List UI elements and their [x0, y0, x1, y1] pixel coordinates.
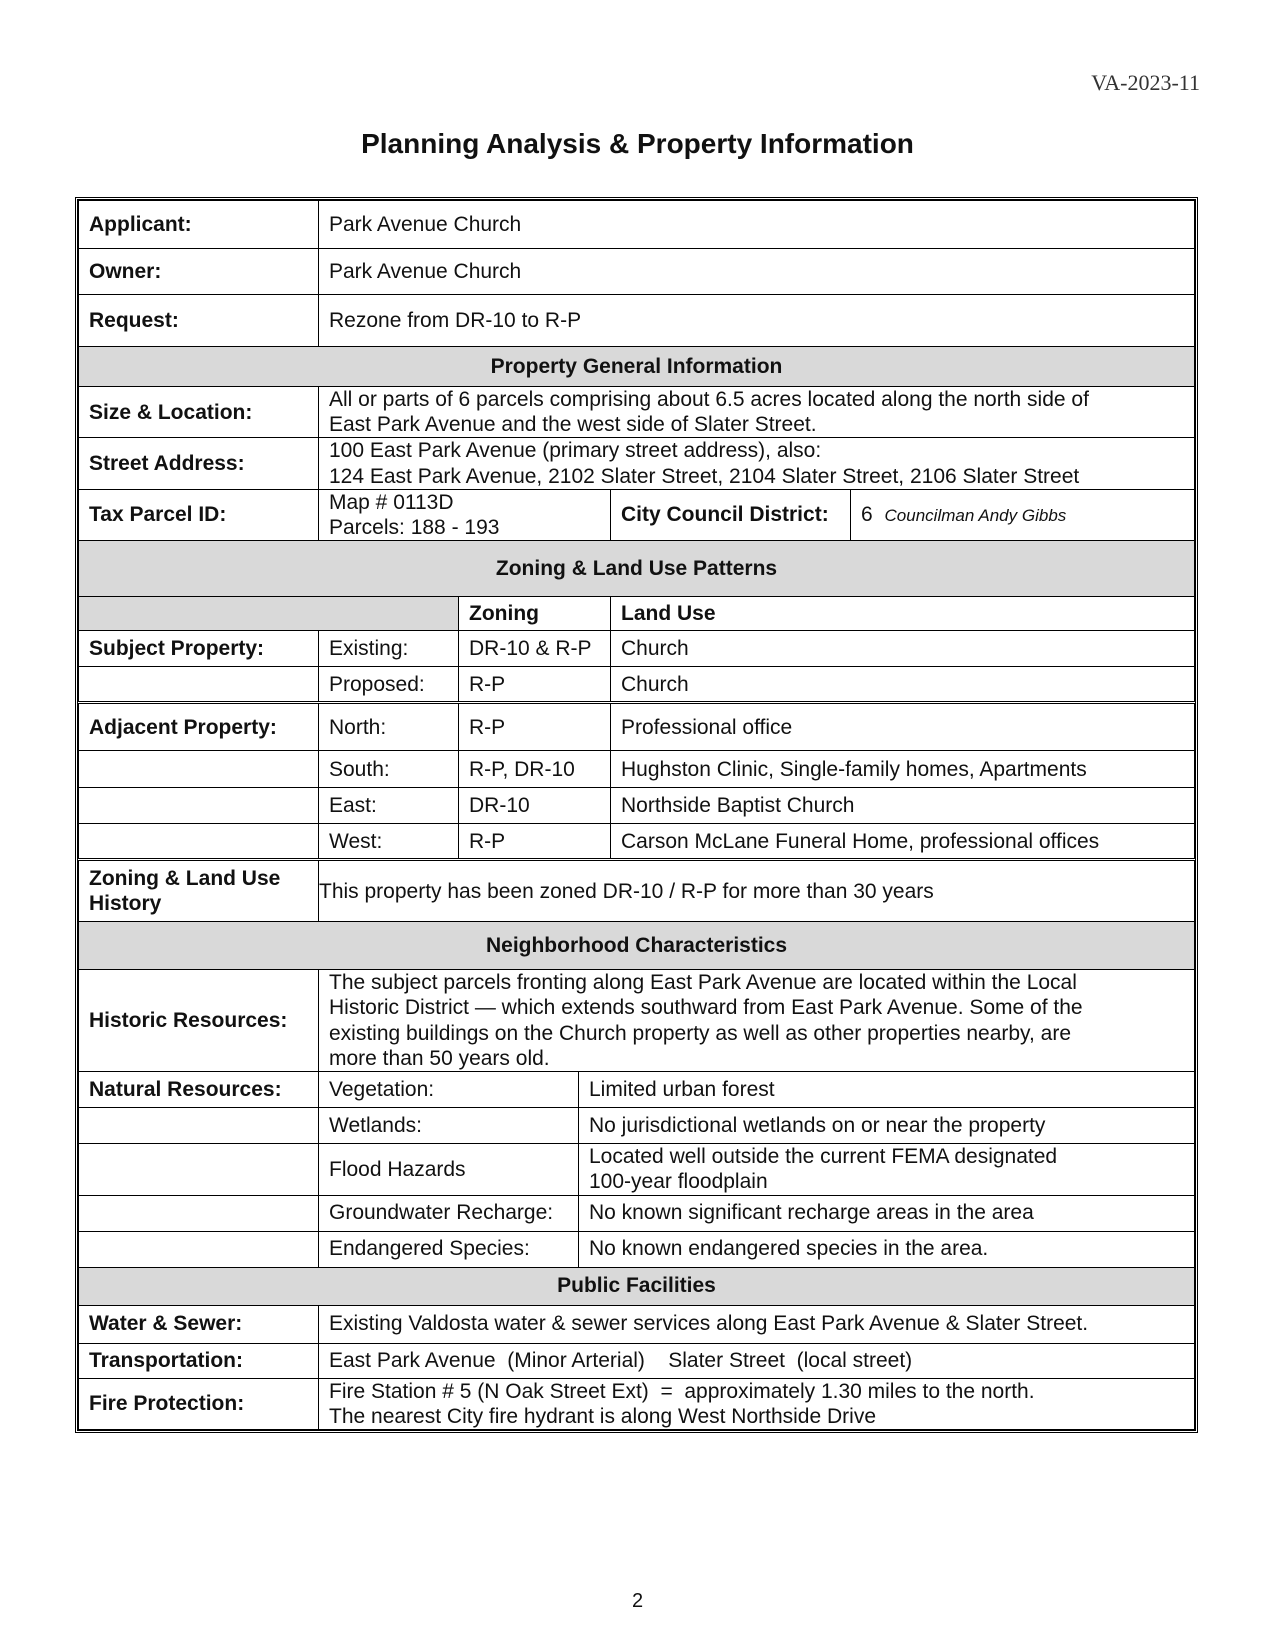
council-district-label: City Council District:	[611, 489, 851, 540]
size-location-line: East Park Avenue and the west side of Slater Street.	[329, 413, 817, 437]
section-public-facilities	[79, 1267, 1195, 1305]
land-use-cell: Church	[611, 631, 1195, 667]
size-location-line: All or parts of 6 parcels comprising about 6.5 acres located along the north side of	[329, 388, 1089, 411]
natural-value-cell	[579, 1144, 1195, 1195]
flood-line: 100-year floodplain	[589, 1170, 768, 1194]
table-row	[79, 631, 1195, 667]
request-value: Rezone from DR-10 to R-P	[319, 295, 1195, 347]
historic-line: existing buildings on the Church property as well as other properties nearby, are	[329, 1021, 1072, 1045]
page-title: Planning Analysis & Property Information	[361, 128, 914, 159]
direction-cell: West:	[319, 824, 459, 860]
blank-label-cell	[79, 1195, 319, 1231]
size-location-row	[79, 387, 1195, 438]
section-property-general	[79, 347, 1195, 387]
land-use-cell: Northside Baptist Church	[611, 788, 1195, 824]
zoning-cell: R-P, DR-10	[459, 751, 611, 788]
table-row	[79, 1108, 1195, 1144]
street-address-line: 100 East Park Avenue (primary street address), also:	[329, 439, 822, 463]
zoning-cell: DR-10	[459, 788, 611, 824]
blank-label-cell	[79, 751, 319, 788]
council-district-value	[851, 489, 1195, 540]
street-address-label: Street Address:	[79, 438, 319, 489]
fire-protection-value	[319, 1378, 1195, 1429]
zoning-history-row	[79, 860, 1195, 922]
section-neighborhood	[79, 922, 1195, 970]
section-zoning	[79, 541, 1195, 597]
direction-cell: North:	[319, 703, 459, 751]
request-row	[79, 295, 1195, 347]
size-location-label: Size & Location:	[79, 387, 319, 438]
street-address-row	[79, 438, 1195, 489]
page-number: 2	[631, 1590, 644, 1612]
zoning-header-row	[79, 597, 1195, 631]
applicant-row	[79, 201, 1195, 249]
applicant-value: Park Avenue Church	[319, 201, 1195, 249]
natural-value-cell: No known significant recharge areas in the area	[579, 1195, 1195, 1231]
zoning-history-label-line: Zoning & Land Use	[89, 866, 281, 890]
zoning-header-blank	[79, 597, 459, 631]
table-row	[79, 703, 1195, 751]
direction-cell: South:	[319, 751, 459, 788]
fire-protection-label: Fire Protection:	[79, 1378, 319, 1429]
request-label: Request:	[79, 295, 319, 347]
natural-item-cell: Groundwater Recharge:	[319, 1195, 579, 1231]
district-number: 6	[861, 503, 873, 527]
direction-cell: Proposed:	[319, 667, 459, 703]
fire-line: Fire Station # 5 (N Oak Street Ext) = approximately 1.30 miles to the north.	[329, 1379, 1035, 1403]
adjacent-property-label: Adjacent Property:	[79, 703, 319, 751]
historic-resources-row	[79, 970, 1195, 1072]
section-heading: Neighborhood Characteristics	[79, 922, 1195, 970]
zoning-history-label	[79, 860, 319, 922]
historic-resources-label: Historic Resources:	[79, 970, 319, 1072]
councilman-name: Councilman Andy Gibbs	[884, 506, 1067, 526]
natural-value-cell: No jurisdictional wetlands on or near the property	[579, 1108, 1195, 1144]
zoning-history-value: This property has been zoned DR-10 / R-P for more than 30 years	[319, 860, 1195, 922]
info-grid	[78, 200, 1195, 1430]
size-location-value	[319, 387, 1195, 438]
subject-property-label: Subject Property:	[79, 631, 319, 667]
zoning-cell: R-P	[459, 703, 611, 751]
water-sewer-label: Water & Sewer:	[79, 1305, 319, 1343]
direction-cell: East:	[319, 788, 459, 824]
natural-resources-label: Natural Resources:	[79, 1072, 319, 1108]
transportation-value: East Park Avenue (Minor Arterial) Slater Street (local street)	[319, 1343, 1195, 1378]
blank-label-cell	[79, 824, 319, 860]
parcel-numbers: Parcels: 188 - 193	[329, 515, 500, 539]
blank-label-cell	[79, 1231, 319, 1267]
historic-resources-value	[319, 970, 1195, 1072]
zoning-cell: R-P	[459, 824, 611, 860]
zoning-cell: R-P	[459, 667, 611, 703]
transportation-row	[79, 1343, 1195, 1378]
blank-label-cell	[79, 1108, 319, 1144]
blank-label-cell	[79, 667, 319, 703]
tax-parcel-value	[319, 489, 611, 540]
table-row	[79, 1144, 1195, 1195]
street-address-line: 124 East Park Avenue, 2102 Slater Street, 2104 Slater Street, 2106 Slater Street	[329, 464, 1080, 488]
historic-line: Historic District — which extends southward from East Park Avenue. Some of the	[329, 996, 1083, 1020]
natural-item-cell: Wetlands:	[319, 1108, 579, 1144]
natural-value-cell: Limited urban forest	[579, 1072, 1195, 1108]
table-row	[79, 1195, 1195, 1231]
table-row	[79, 1231, 1195, 1267]
land-use-cell: Church	[611, 667, 1195, 703]
blank-label-cell	[79, 1144, 319, 1195]
land-use-cell: Professional office	[611, 703, 1195, 751]
section-heading: Property General Information	[79, 347, 1195, 387]
document-id: VA-2023-11	[1091, 70, 1200, 95]
zoning-history-label-line: History	[89, 892, 162, 916]
applicant-label: Applicant:	[79, 201, 319, 249]
water-sewer-value: Existing Valdosta water & sewer services along East Park Avenue & Slater Street.	[319, 1305, 1195, 1343]
blank-label-cell	[79, 788, 319, 824]
owner-row	[79, 249, 1195, 295]
zoning-cell: DR-10 & R-P	[459, 631, 611, 667]
tax-parcel-label: Tax Parcel ID:	[79, 489, 319, 540]
section-heading: Public Facilities	[79, 1267, 1195, 1305]
table-row	[79, 788, 1195, 824]
flood-line: Located well outside the current FEMA designated	[589, 1145, 1058, 1169]
tax-parcel-row	[79, 489, 1195, 540]
owner-label: Owner:	[79, 249, 319, 295]
zoning-column-header: Zoning	[459, 597, 611, 631]
property-info-table	[75, 197, 1198, 1433]
section-heading: Zoning & Land Use Patterns	[79, 541, 1195, 597]
table-row	[79, 667, 1195, 703]
map-number: Map # 0113D	[329, 490, 454, 514]
natural-value-cell: No known endangered species in the area.	[579, 1231, 1195, 1267]
owner-value: Park Avenue Church	[319, 249, 1195, 295]
fire-line: The nearest City fire hydrant is along West Northside Drive	[329, 1404, 877, 1428]
direction-cell: Existing:	[319, 631, 459, 667]
historic-line: more than 50 years old.	[329, 1046, 550, 1070]
natural-item-cell: Flood Hazards	[319, 1144, 579, 1195]
table-row	[79, 1072, 1195, 1108]
table-row	[79, 751, 1195, 788]
natural-item-cell: Endangered Species:	[319, 1231, 579, 1267]
water-sewer-row	[79, 1305, 1195, 1343]
transportation-label: Transportation:	[79, 1343, 319, 1378]
natural-item-cell: Vegetation:	[319, 1072, 579, 1108]
land-use-cell: Hughston Clinic, Single-family homes, Apartments	[611, 751, 1195, 788]
historic-line: The subject parcels fronting along East Park Avenue are located within the Local	[329, 971, 1077, 995]
street-address-value	[319, 438, 1195, 489]
land-use-column-header: Land Use	[611, 597, 1195, 631]
table-row	[79, 824, 1195, 860]
land-use-cell: Carson McLane Funeral Home, professional offices	[611, 824, 1195, 860]
fire-protection-row	[79, 1378, 1195, 1429]
